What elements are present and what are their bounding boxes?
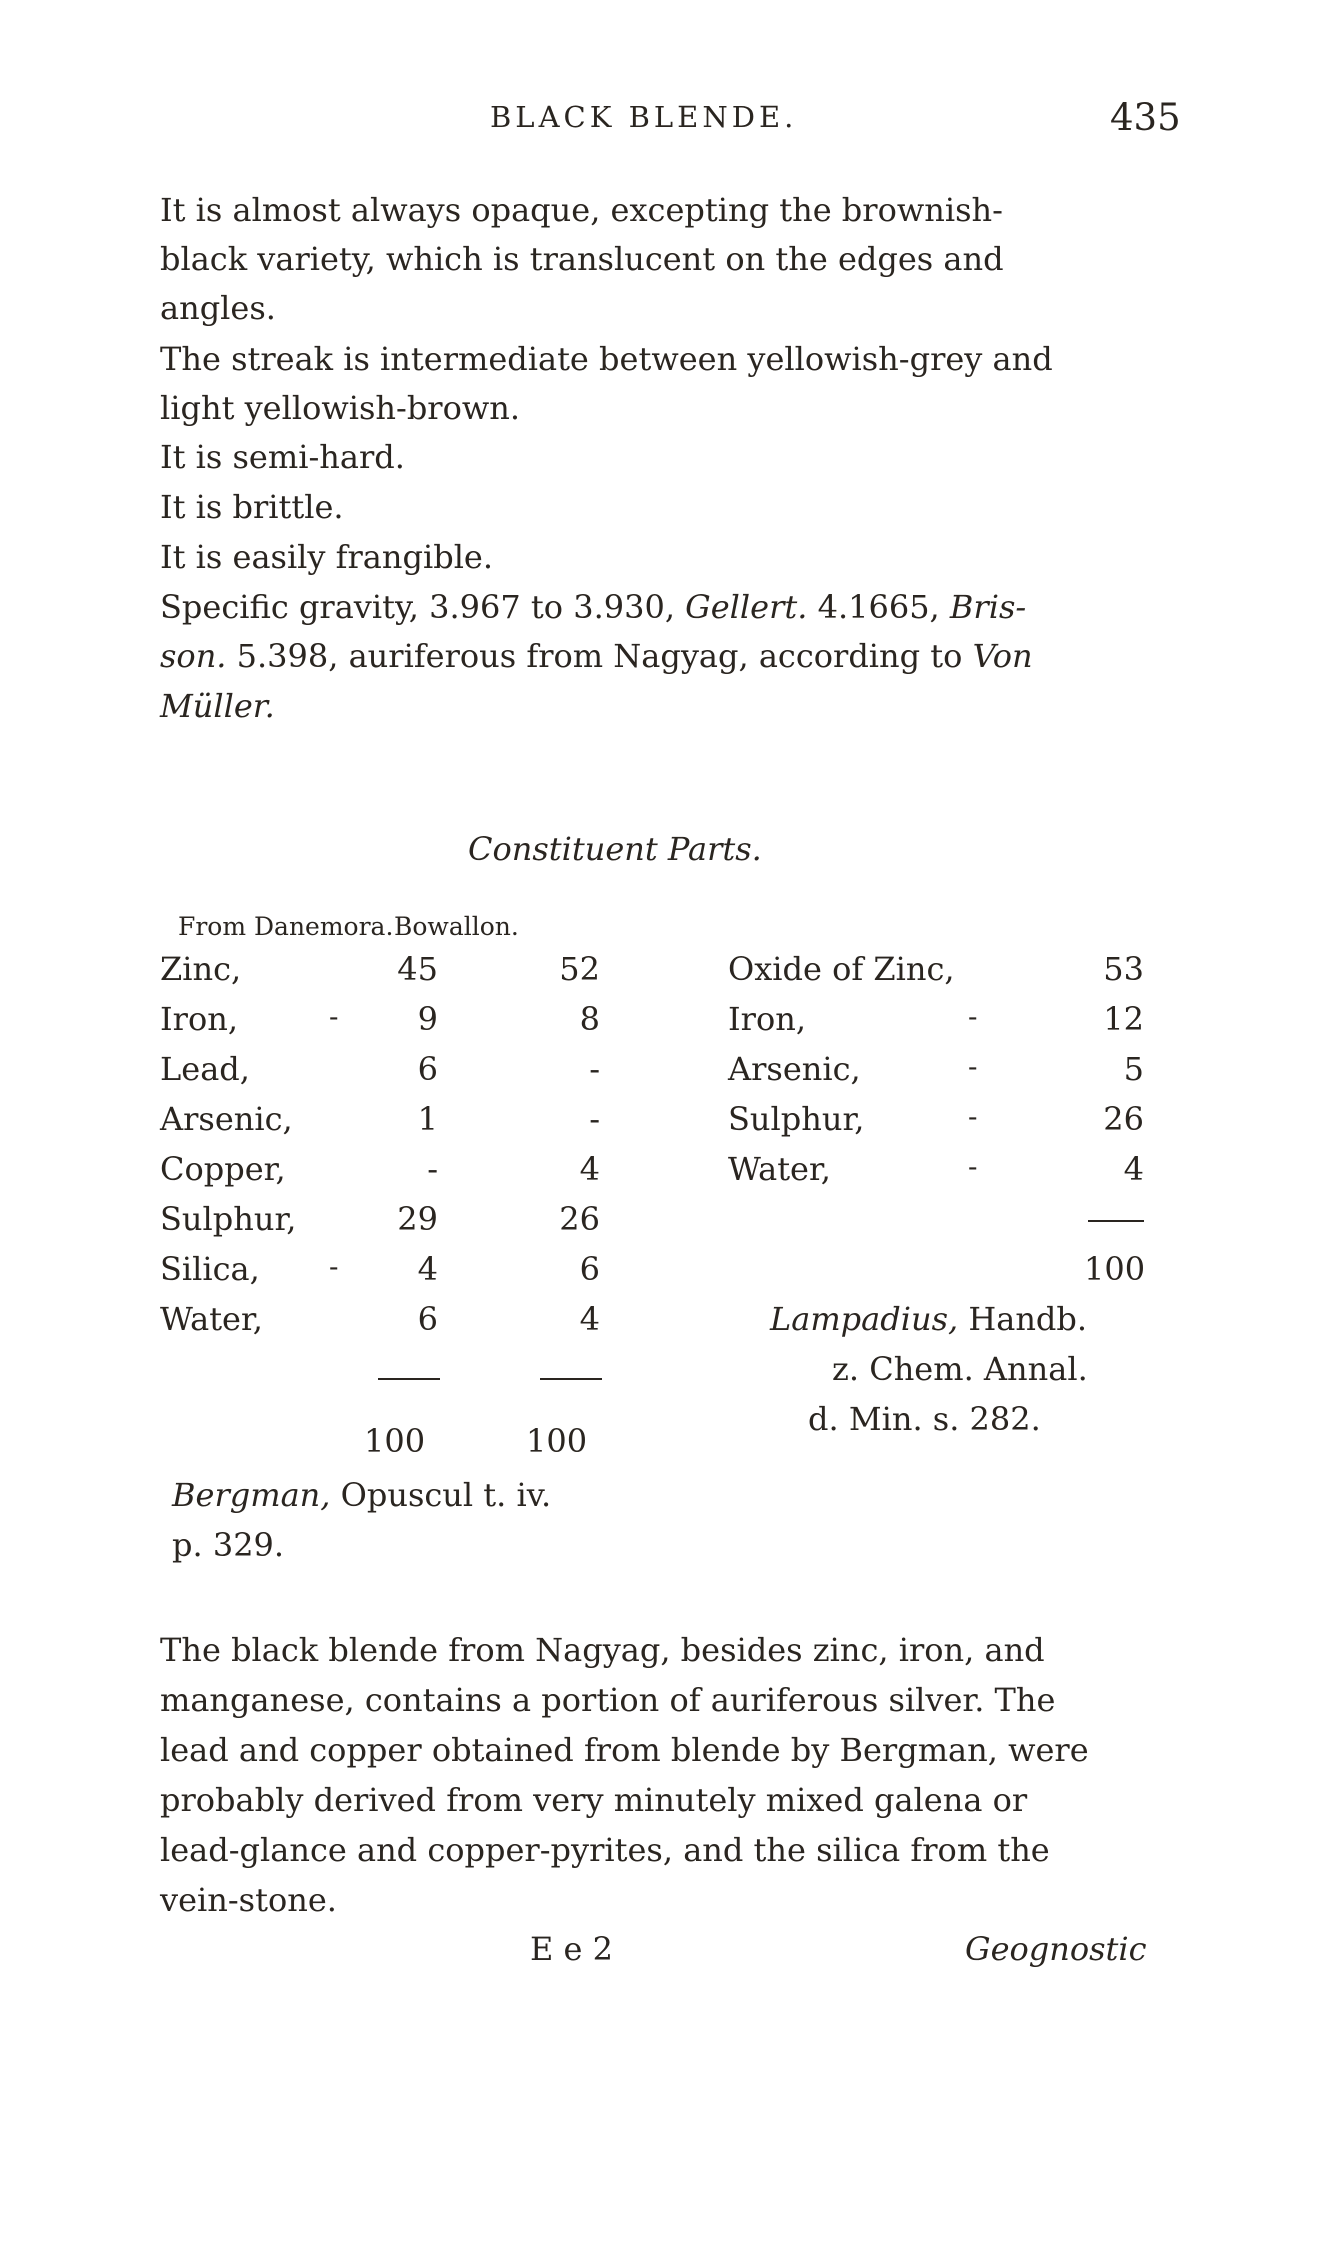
row-value: 5 bbox=[1123, 1050, 1144, 1088]
col-header-bowallon: Bowallon. bbox=[394, 912, 519, 941]
danemora-value: 6 bbox=[417, 1300, 438, 1338]
row-value: 4 bbox=[1123, 1150, 1144, 1188]
right-total: 100 bbox=[1084, 1250, 1146, 1288]
intro-line: It is semi-hard. bbox=[160, 438, 405, 476]
row-value: 26 bbox=[1103, 1100, 1144, 1138]
row-label: Iron, bbox=[728, 1000, 806, 1038]
intro-line: It is brittle. bbox=[160, 488, 344, 526]
closing-line: The black blende from Nagyag, besides zinc, iron, and bbox=[160, 1631, 1045, 1669]
intro-line: black variety, which is translucent on the edges and bbox=[160, 240, 1004, 278]
sum-rule bbox=[540, 1378, 602, 1380]
intro-line: It is almost always opaque, excepting the brownish- bbox=[160, 191, 1003, 229]
left-citation-page: p. 329. bbox=[172, 1526, 285, 1564]
bowallon-total: 100 bbox=[526, 1422, 588, 1460]
danemora-total: 100 bbox=[364, 1422, 426, 1460]
bowallon-value: 4 bbox=[579, 1300, 600, 1338]
row-label: Oxide of Zinc, bbox=[728, 950, 955, 988]
row-label: Arsenic, bbox=[728, 1050, 861, 1088]
danemora-value: 29 bbox=[397, 1200, 438, 1238]
bowallon-value: 6 bbox=[579, 1250, 600, 1288]
row-value: 53 bbox=[1103, 950, 1144, 988]
row-label: Arsenic, bbox=[160, 1100, 293, 1138]
sum-rule bbox=[378, 1378, 440, 1380]
row-label: Sulphur, bbox=[728, 1100, 865, 1138]
signature-mark: E e 2 bbox=[530, 1930, 613, 1968]
bowallon-value: 4 bbox=[579, 1150, 600, 1188]
bowallon-value: 52 bbox=[559, 950, 600, 988]
bowallon-value: - bbox=[589, 1100, 600, 1138]
intro-line: The streak is intermediate between yellowish-grey and bbox=[160, 340, 1053, 378]
row-label: Silica, bbox=[160, 1250, 260, 1288]
closing-line: probably derived from very minutely mixed galena or bbox=[160, 1781, 1028, 1819]
closing-line: lead and copper obtained from blende by Bergman, were bbox=[160, 1731, 1089, 1769]
right-citation-line-3: d. Min. s. 282. bbox=[808, 1400, 1041, 1438]
intro-line: light yellowish-brown. bbox=[160, 389, 521, 427]
row-label: Water, bbox=[160, 1300, 263, 1338]
section-title: Constituent Parts. bbox=[468, 830, 762, 868]
danemora-value: 9 bbox=[417, 1000, 438, 1038]
left-citation: Bergman, Opuscul t. iv. bbox=[172, 1476, 552, 1514]
sum-rule bbox=[1088, 1220, 1144, 1222]
row-dash: - bbox=[329, 1250, 339, 1283]
danemora-value: - bbox=[427, 1150, 438, 1188]
row-dash: - bbox=[968, 1000, 978, 1033]
bowallon-value: - bbox=[589, 1050, 600, 1088]
row-value: 12 bbox=[1103, 1000, 1144, 1038]
page-number: 435 bbox=[1110, 96, 1181, 139]
row-dash: - bbox=[329, 1000, 339, 1033]
bowallon-value: 8 bbox=[579, 1000, 600, 1038]
row-dash: - bbox=[968, 1150, 978, 1183]
row-dash: - bbox=[968, 1100, 978, 1133]
col-header-danemora: From Danemora. bbox=[178, 912, 394, 941]
catchword: Geognostic bbox=[965, 1930, 1147, 1968]
row-label: Water, bbox=[728, 1150, 831, 1188]
intro-line: angles. bbox=[160, 289, 276, 327]
row-label: Iron, bbox=[160, 1000, 238, 1038]
row-dash: - bbox=[968, 1050, 978, 1083]
danemora-value: 6 bbox=[417, 1050, 438, 1088]
row-label: Sulphur, bbox=[160, 1200, 297, 1238]
right-citation-line-2: z. Chem. Annal. bbox=[832, 1350, 1088, 1388]
right-citation-line-1: Lampadius, Handb. bbox=[770, 1300, 1088, 1338]
row-label: Zinc, bbox=[160, 950, 242, 988]
row-label: Copper, bbox=[160, 1150, 286, 1188]
row-label: Lead, bbox=[160, 1050, 250, 1088]
running-header: BLACK BLENDE. bbox=[490, 100, 798, 134]
closing-line: vein-stone. bbox=[160, 1881, 337, 1919]
closing-line: manganese, contains a portion of auriferous silver. The bbox=[160, 1681, 1056, 1719]
bowallon-value: 26 bbox=[559, 1200, 600, 1238]
danemora-value: 45 bbox=[397, 950, 438, 988]
closing-line: lead-glance and copper-pyrites, and the silica from the bbox=[160, 1831, 1050, 1869]
intro-line: It is easily frangible. bbox=[160, 538, 494, 576]
danemora-value: 1 bbox=[417, 1100, 438, 1138]
gravity-line-1: Specific gravity, 3.967 to 3.930, Gellert. 4.1665, Bris- bbox=[160, 588, 1027, 626]
gravity-line-3: Müller. bbox=[160, 687, 275, 725]
danemora-value: 4 bbox=[417, 1250, 438, 1288]
gravity-line-2: son. 5.398, auriferous from Nagyag, according to Von bbox=[160, 637, 1033, 675]
